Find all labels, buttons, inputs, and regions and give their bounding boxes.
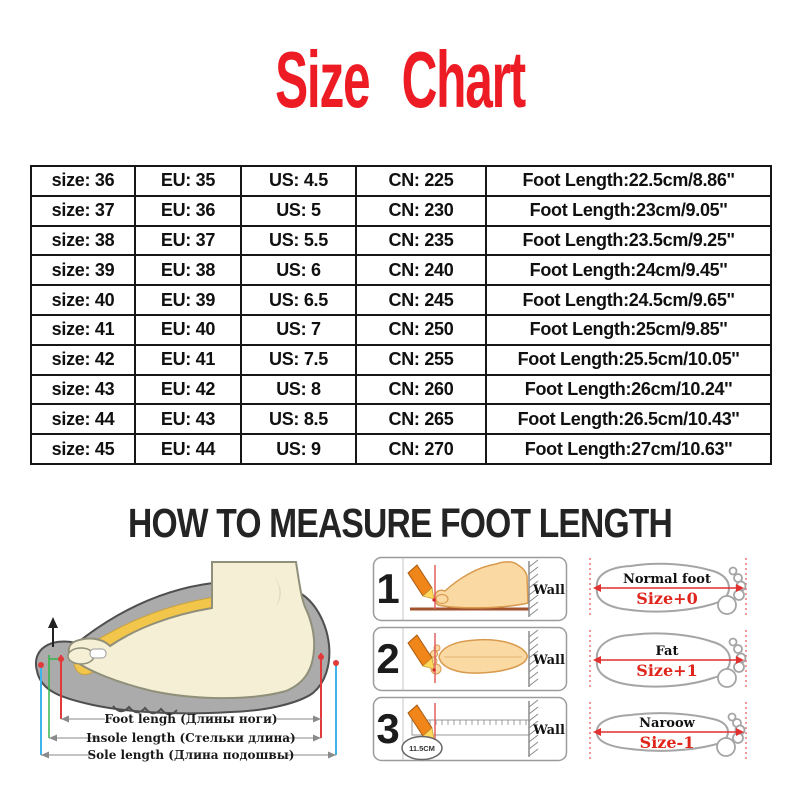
size-cell: size: 44 [31, 404, 135, 434]
wall-label: Wall [533, 723, 565, 738]
step-1 [374, 558, 567, 621]
table-row [31, 166, 771, 196]
size-cell: size: 39 [31, 255, 135, 285]
foot-length-cell: Foot Length:26.5cm/10.43'' [486, 404, 771, 434]
cn-cell: CN: 250 [356, 315, 486, 345]
step-number: 3 [376, 705, 400, 752]
foot-length-cell: Foot Length:23cm/9.05'' [486, 196, 771, 226]
cn-cell: CN: 240 [356, 255, 486, 285]
us-cell: US: 7 [241, 315, 356, 345]
cn-cell: CN: 235 [356, 226, 486, 256]
title-word-size: Size [275, 35, 370, 124]
wall-label: Wall [533, 653, 565, 668]
cn-cell: CN: 230 [356, 196, 486, 226]
eu-cell: EU: 38 [135, 255, 241, 285]
foot-length-cell: Foot Length:24.5cm/9.65'' [486, 285, 771, 315]
step-number: 1 [376, 565, 400, 612]
toe-highlight [90, 649, 106, 658]
size-cell: size: 37 [31, 196, 135, 226]
size-cell: size: 38 [31, 226, 135, 256]
us-cell: US: 5 [241, 196, 356, 226]
insole-length-label: Insole length (Стельки длина) [86, 731, 296, 745]
foot-type-fat [590, 630, 746, 690]
cn-cell: CN: 260 [356, 375, 486, 405]
size-cell: size: 36 [31, 166, 135, 196]
size-cell: size: 45 [31, 434, 135, 464]
us-cell: US: 6.5 [241, 285, 356, 315]
eu-cell: EU: 36 [135, 196, 241, 226]
title-word-chart: Chart [401, 35, 525, 124]
table-row [31, 345, 771, 375]
measure-section-heading: HOW TO MEASURE FOOT LENGTH [128, 500, 672, 546]
foot-length-cell: Foot Length:24cm/9.45'' [486, 255, 771, 285]
foot-type-name: Fat [655, 644, 679, 659]
step-number: 2 [376, 635, 400, 682]
us-cell: US: 5.5 [241, 226, 356, 256]
wall-label: Wall [533, 583, 565, 598]
eu-cell: EU: 35 [135, 166, 241, 196]
table-row [31, 404, 771, 434]
size-conversion-table [30, 165, 772, 465]
eu-cell: EU: 39 [135, 285, 241, 315]
us-cell: US: 8.5 [241, 404, 356, 434]
foot-type-normal [590, 558, 746, 618]
size-cell: size: 41 [31, 315, 135, 345]
eu-cell: EU: 44 [135, 434, 241, 464]
size-cell: size: 43 [31, 375, 135, 405]
us-cell: US: 8 [241, 375, 356, 405]
foot-type-size-adjust: Size-1 [639, 733, 695, 752]
us-cell: US: 4.5 [241, 166, 356, 196]
table-row [31, 285, 771, 315]
sole-length-label: Sole length (Длина подошвы) [87, 748, 295, 762]
foot-length-cell: Foot Length:23.5cm/9.25'' [486, 226, 771, 256]
foot-type-size-adjust: Size+0 [636, 589, 698, 608]
foot-type-name: Naroow [639, 716, 695, 731]
dimension-rows [41, 712, 336, 762]
foot-length-label: Foot lengh (Длины ноги) [104, 712, 278, 726]
table-row [31, 434, 771, 464]
up-arrow-icon [48, 617, 58, 628]
foot-type-narrow [590, 702, 746, 762]
table-row [31, 255, 771, 285]
foot-length-cell: Foot Length:25.5cm/10.05'' [486, 345, 771, 375]
cn-cell: CN: 265 [356, 404, 486, 434]
size-cell: size: 40 [31, 285, 135, 315]
eu-cell: EU: 41 [135, 345, 241, 375]
ruler-note: 11.5CM [409, 744, 435, 753]
table-row [31, 196, 771, 226]
shoe-side-view-illustration [36, 562, 329, 714]
table-row [31, 226, 771, 256]
step-3 [374, 698, 567, 761]
foot-length-cell: Foot Length:27cm/10.63'' [486, 434, 771, 464]
us-cell: US: 6 [241, 255, 356, 285]
foot-type-size-adjust: Size+1 [636, 661, 698, 680]
eu-cell: EU: 42 [135, 375, 241, 405]
cn-cell: CN: 255 [356, 345, 486, 375]
foot-type-name: Normal foot [623, 572, 711, 587]
table-row [31, 315, 771, 345]
foot-length-cell: Foot Length:22.5cm/8.86'' [486, 166, 771, 196]
us-cell: US: 7.5 [241, 345, 356, 375]
eu-cell: EU: 43 [135, 404, 241, 434]
eu-cell: EU: 40 [135, 315, 241, 345]
eu-cell: EU: 37 [135, 226, 241, 256]
foot-top-icon [439, 640, 527, 673]
us-cell: US: 9 [241, 434, 356, 464]
cn-cell: CN: 225 [356, 166, 486, 196]
size-cell: size: 42 [31, 345, 135, 375]
foot-length-cell: Foot Length:25cm/9.85'' [486, 315, 771, 345]
table-row [31, 375, 771, 405]
foot-length-cell: Foot Length:26cm/10.24'' [486, 375, 771, 405]
cn-cell: CN: 270 [356, 434, 486, 464]
cn-cell: CN: 245 [356, 285, 486, 315]
shoe-measure-diagram [15, 553, 365, 800]
measure-steps-panel [372, 556, 572, 781]
page-title [152, 35, 648, 124]
foot-width-guide [585, 556, 790, 780]
step-2 [374, 628, 567, 691]
